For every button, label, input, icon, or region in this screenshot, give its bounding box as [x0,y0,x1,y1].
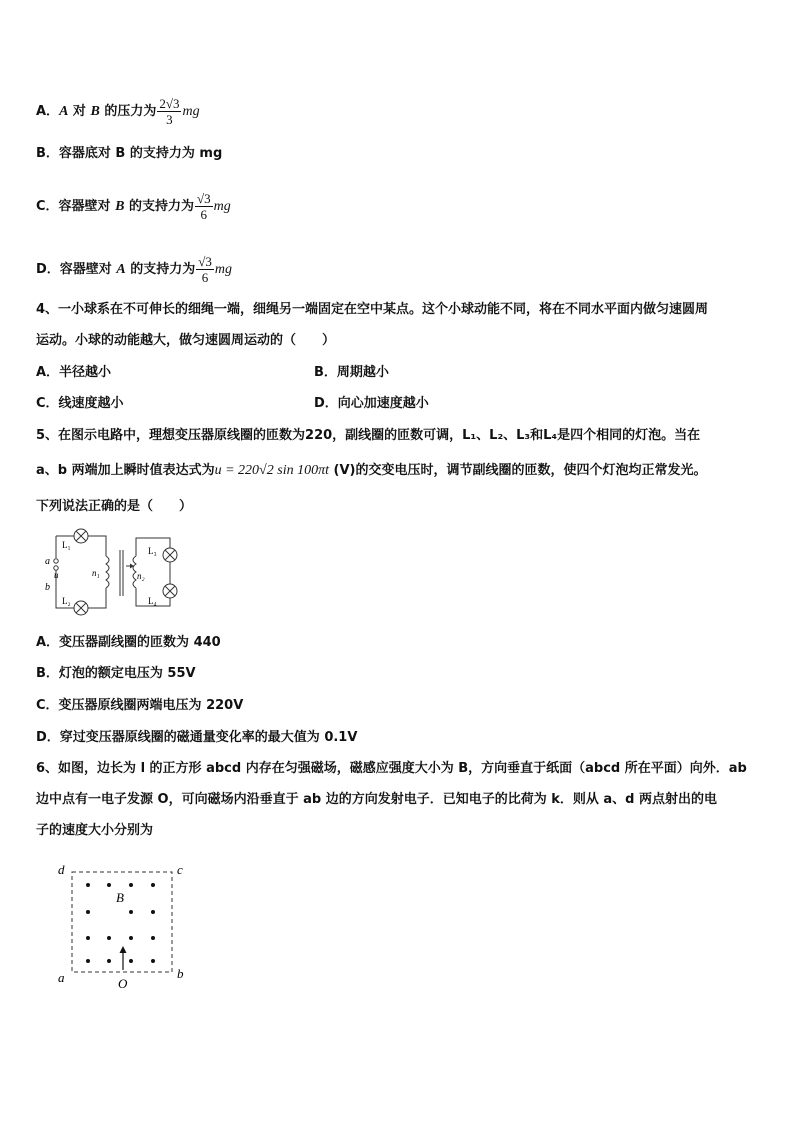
q4-option-c: C．线速度越小 [36,396,124,411]
corner-a-label: a [58,970,65,985]
q5-option-b: B．灯泡的额定电压为 55V [36,666,196,681]
voltage-expression: u = 220√2 sin 100πt [214,463,329,478]
q5-stem-line3: 下列说法正确的是（ ） [36,499,193,514]
q3-option-d: D．容器壁对 A 的支持力为 $\frac{√3}{6}$ mg [36,254,232,285]
field-dot [86,936,90,940]
field-dot [129,936,133,940]
circuit-diagram [40,526,190,618]
field-dot [107,959,111,963]
field-dot [86,959,90,963]
q3-option-c: C．容器壁对 B 的支持力为 $\frac{√3}{6}$ mg [36,191,231,222]
q3-option-a: A．A 对 B 的压力为 $\frac{2√3}{3}$ mg [36,96,200,127]
source-o-label: O [118,976,128,990]
q6-stem-line3: 子的速度大小分别为 [36,823,154,838]
terminal-a-label: a [45,556,50,567]
q5-option-a: A．变压器副线圈的匝数为 440 [36,635,221,650]
secondary-turns-label: n₂ [137,571,145,581]
q4-option-a: A．半径越小 [36,365,112,380]
field-dot [86,910,90,914]
field-dot [129,883,133,887]
voltage-u-label: u [54,570,59,580]
primary-turns-label: n₁ [92,568,100,578]
field-dot [86,883,90,887]
field-dot [129,910,133,914]
q3-option-b: B．容器底对 B 的支持力为 mg [36,146,223,161]
magnetic-field-diagram [55,858,195,990]
lamp-l4-label: L₄ [148,596,157,606]
field-dot [151,936,155,940]
electron-direction-arrow [120,946,127,953]
corner-c-label: c [177,862,183,877]
fraction: $\frac{√3}{6}$ [198,254,212,285]
q5-option-d: D．穿过变压器原线圈的磁通量变化率的最大值为 0.1V [36,730,358,745]
field-dot [151,959,155,963]
lamp-l2-label: L₂ [62,596,71,606]
field-dot [107,936,111,940]
q5-option-c: C．变压器原线圈两端电压为 220V [36,698,244,713]
field-dot [107,883,111,887]
q4-stem-line1: 4、一小球系在不可伸长的细绳一端，细绳另一端固定在空中某点。这个小球动能不同，将在不同水平面内做匀速圆周 [36,302,709,317]
terminal-b-label: b [45,582,50,593]
q4-option-b: B．周期越小 [314,365,389,380]
fraction: $\frac{2√3}{3}$ [159,96,180,127]
q4-option-d: D．向心加速度越小 [314,396,429,411]
field-b-label: B [116,890,124,905]
q6-stem-line1: 6、如图，边长为 l 的正方形 abcd 内存在匀强磁场，磁感应强度大小为 B，方向垂直于纸面（abcd 所在平面）向外．ab [36,761,747,776]
q6-stem-line2: 边中点有一电子发源 O，可向磁场内沿垂直于 ab 边的方向发射电子．已知电子的比荷为 k．则从 a、d 两点射出的电 [36,792,718,807]
corner-d-label: d [58,862,65,877]
field-dot [151,910,155,914]
q5-stem-line2: a、b 两端加上瞬时值表达式为u = 220√2 sin 100πt (V)的交变电压时，调节副线圈的匝数，使四个灯泡均正常发光。 [36,463,707,478]
lamp-l1-label: L₁ [62,540,71,550]
fraction: $\frac{√3}{6}$ [196,191,211,222]
q5-stem-line1: 5、在图示电路中，理想变压器原线圈的匝数为220，副线圈的匝数可调，L₁、L₂、L₃和L₄是四个相同的灯泡。当在 [36,428,701,443]
q4-stem-line2: 运动。小球的动能越大，做匀速圆周运动的（ ） [36,333,336,348]
lamp-l3-label: L₃ [148,546,157,556]
corner-b-label: b [177,966,184,981]
field-dot [129,959,133,963]
field-dot [151,883,155,887]
